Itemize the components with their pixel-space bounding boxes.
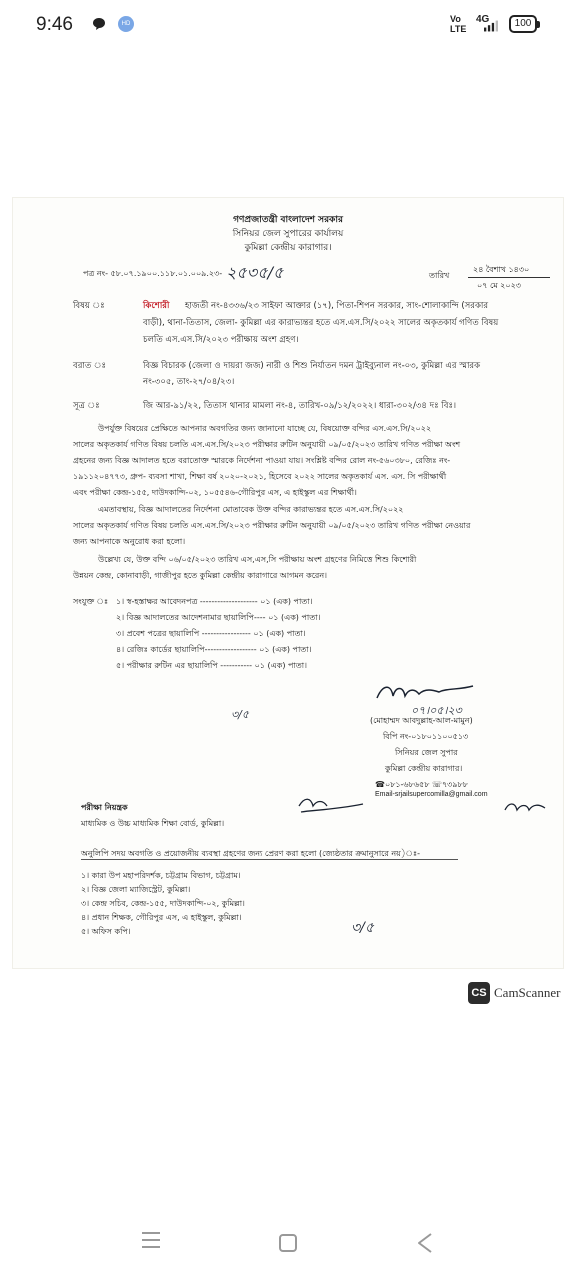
- paragraph-2-line-2: সালের অকৃতকার্য গণিত বিষয় চলতি এস.এস.সি/২০২৩ পরীক্ষার রুটিন অনুযায়ী ০৯/০৫/২০২৩ তারিখ গণিত পরীক্ষা নেওয়ার: [73, 521, 471, 530]
- date-divider: [468, 277, 550, 278]
- paragraph-3-line-2: উন্নয়ন কেন্দ্র, কোনাবাড়ী, গাজীপুর হতে কুমিল্লা কেন্দ্রীয় কারাগারে আগমন করেন।: [73, 571, 327, 580]
- reference-line-1: বিজ্ঞ বিচারক (জেলা ও দায়রা জজ) নারী ও শিশু নির্যাতন দমন ট্রাইব্যুনাল নং-০৩, কুমিল্লা এর স্মারক: [143, 361, 481, 371]
- margin-scribble: [503, 798, 547, 816]
- scanned-document: [13, 198, 563, 968]
- copy-item: ১। কারা উপ মহাপরিদর্শক, চট্টগ্রাম বিভাগ, চট্টগ্রাম।: [81, 871, 241, 880]
- copy-item: ৪। প্রধান শিক্ষক, গৌরিপুর এস, এ হাইস্কুল, কুমিল্লা।: [81, 913, 242, 922]
- date-bangla: ২৪ বৈশাখ ১৪৩০: [473, 265, 530, 274]
- status-time: 9:46: [36, 14, 73, 35]
- header-line-2: সিনিয়র জেল সুপারের কার্যালয়: [232, 229, 344, 239]
- paragraph-1-line-5: এবং পরীক্ষা কেন্দ্র-১৫৫, দাউদকান্দি-০২, ১০৫৫৪৬-গৌরিপুর এস, এ হাইস্কুল এর শিক্ষার্থী।: [73, 488, 357, 497]
- enclosure-item: ২। বিজ্ঞ আদালতের আদেশনামার ছায়ালিপি---- ০১ (এক) পাতা।: [116, 613, 321, 622]
- hd-badge-icon: HD: [118, 16, 134, 32]
- paragraph-1-line-1: উপর্যুক্ত বিষয়ের প্রেক্ষিতে আপনার অবগতির জন্য জানানো যাচ্ছে যে, বিষয়োক্ত বন্দির এস.এস.সি/২০২২: [98, 424, 432, 433]
- paragraph-1-line-3: গ্রহনের জন্য বিজ্ঞ আদালত হতে বরাতোক্ত স্মারকে নির্দেশনা পাওয়া যায়। সংশ্লিষ্ট বন্দির রোল নং-৫৬০৩৮০, রেজিঃ নং-: [73, 456, 451, 465]
- chat-notification-icon: [92, 17, 106, 31]
- signer-office: কুমিল্লা কেন্দ্রীয় কারাগার।: [385, 764, 463, 773]
- paragraph-2-line-3: জন্য আপনাকে অনুরোধ করা হলো।: [73, 537, 186, 546]
- network-type: 4G: [476, 14, 490, 25]
- copy-intro: অনুলিপি সদয় অবগতি ও প্রয়োজনীয় ব্যবস্থা গ্রহণের জন্য প্রেরণ করা হলো (জ্যেষ্ঠতার ক্রমানুসারে নয়)ঃ-: [81, 849, 421, 858]
- signer-name: (মোহাম্মদ আবদুল্লাহ-আল-মামুন): [370, 716, 473, 725]
- initial-mark: ৩/৫: [231, 708, 249, 721]
- copy-item: ২। বিজ্ঞ জেলা ম্যাজিস্ট্রেট, কুমিল্লা।: [81, 885, 191, 894]
- signer-phone: ☎০৮১-৬৮৬৫৮ ☏৭৩৯৮৮: [375, 780, 468, 789]
- reference-line-2: নং-৩০৫, তাং-২৭/০৪/২৩।: [143, 377, 235, 387]
- subject-label: বিষয় ঃ: [73, 301, 105, 311]
- battery-icon: 100: [509, 15, 537, 33]
- receipt-scribble: [293, 792, 373, 818]
- enclosure-label: সংযুক্ত ঃ: [73, 597, 109, 606]
- paragraph-1-line-2: সালের অকৃতকার্য গণিত বিষয় চলতি এস.এস.সি/২০২৩ পরীক্ষার রুটিন অনুযায়ী ০৯/০৫/২০২৩ তারিখ গণিত পরীক্ষা অংশ: [73, 440, 461, 449]
- header-line-1: গণপ্রজাতন্ত্রী বাংলাদেশ সরকার: [233, 215, 343, 225]
- recipient-title: পরীক্ষা নিয়ন্ত্রক: [81, 803, 128, 812]
- recent-apps-icon[interactable]: [140, 1230, 162, 1250]
- enclosure-item: ১। স্ব-হস্তাক্ষর আবেদনপত্র -------------------- ০১ (এক) পাতা।: [116, 597, 313, 606]
- copy-item: ৩। কেন্দ্র সচিব, কেন্দ্র-১৫৫, দাউদকান্দি-০২, কুমিল্লা।: [81, 899, 245, 908]
- subject-highlight: কিশোরী: [143, 301, 170, 311]
- enclosure-item: ৩। প্রবেশ পত্রের ছায়ালিপি ----------------- ০১ (এক) পাতা।: [116, 629, 306, 638]
- signer-email: Email-srjailsupercomilla@gmail.com: [375, 791, 488, 798]
- subject-line-3: চলতি এস.এস.সি/২০২৩ পরীক্ষায় অংশ গ্রহণ।: [143, 335, 299, 345]
- camscanner-text: CamScanner: [494, 985, 561, 1000]
- memo-number: পত্র নং- ৫৮.০৭.১৯০০.১১৮.০১.০০৯.২৩-: [83, 269, 223, 278]
- header-line-3: কুমিল্লা কেন্দ্রীয় কারাগার।: [244, 243, 332, 253]
- volte-indicator: Vo LTE: [450, 14, 467, 34]
- paragraph-1-line-4: ১৯১১২০৪৭৭৩, গ্রুপ- ব্যবসা শাখা, শিক্ষা বর্ষ ২০২০-২০২১, হিসেবে ২০২২ সালের অকৃতকার্য এস. এস. সি পরীক্ষার্থী: [73, 472, 447, 481]
- subject-line-1: হাজতী নং-৪৩৩৬/২৩ সাইফা আক্তার (১৭), পিতা-শিপন সরকার, সাং-শোলাকান্দি (সরকার: [185, 301, 489, 311]
- navigation-bar: [0, 1220, 576, 1280]
- date-label: তারিখ: [429, 271, 450, 280]
- recipient-board: মাধ্যমিক ও উচ্চ মাধ্যমিক শিক্ষা বোর্ড, কুমিল্লা।: [81, 819, 225, 828]
- source-text: জি আর-৯১/২২, তিতাস থানার মামলা নং-৪, তারিখ-০৯/১২/২০২২। ধারা-৩০২/৩৪ দঃ বিঃ।: [143, 401, 457, 411]
- subject-line-2: বাড়ী), থানা-তিতাস, জেলা- কুমিল্লা এর কারাভ্যন্তর হতে এস.এস.সি/২০২২ সালের অকৃতকার্য গণিত বিষয়: [143, 318, 499, 328]
- enclosure-item: ৫। পরীক্ষার রুটিন এর ছায়ালিপি ----------- ০১ (এক) পাতা।: [116, 661, 307, 670]
- copy-item: ৫। অফিস কপি।: [81, 927, 131, 936]
- copy-initial-mark: ৩/৫: [351, 920, 374, 936]
- enclosure-item: ৪। রেজিঃ কার্ডের ছায়ালিপি------------------ ০১ (এক) পাতা।: [116, 645, 312, 654]
- source-label: সূত্র ঃ: [73, 401, 100, 411]
- camscanner-logo-icon: CS: [468, 982, 490, 1004]
- signal-icon: [484, 20, 498, 32]
- memo-handwritten: ২৫৩৫/৫: [226, 263, 284, 282]
- signer-title: সিনিয়র জেল সুপার: [395, 748, 458, 757]
- paragraph-3-line-1: উল্লেখ্য যে, উক্ত বন্দি ০৬/০৫/২০২৩ তারিখ এস,এস,সি পরীক্ষায় অংশ গ্রহণের নিমিত্তে শিশু কিশোরী: [98, 555, 417, 564]
- status-bar: [0, 0, 576, 52]
- back-icon[interactable]: [415, 1232, 435, 1254]
- signer-bp-number: বিপি নং-০১৮০১১০০৫১৩: [383, 732, 469, 741]
- reference-label: বরাত ঃ: [73, 361, 107, 371]
- date-english: ০৭ মে ২০২৩: [477, 281, 521, 290]
- paragraph-2-line-1: এমতাবস্থায়, বিজ্ঞ আদালতের নির্দেশনা মোতাবেক উক্ত বন্দির কারাভ্যন্তর হতে এস.এস.সি/২০২২: [98, 505, 404, 514]
- copy-intro-underline: [81, 859, 458, 860]
- home-icon[interactable]: [279, 1234, 297, 1252]
- signature-date: ০৭।০৫।২৩: [411, 704, 462, 717]
